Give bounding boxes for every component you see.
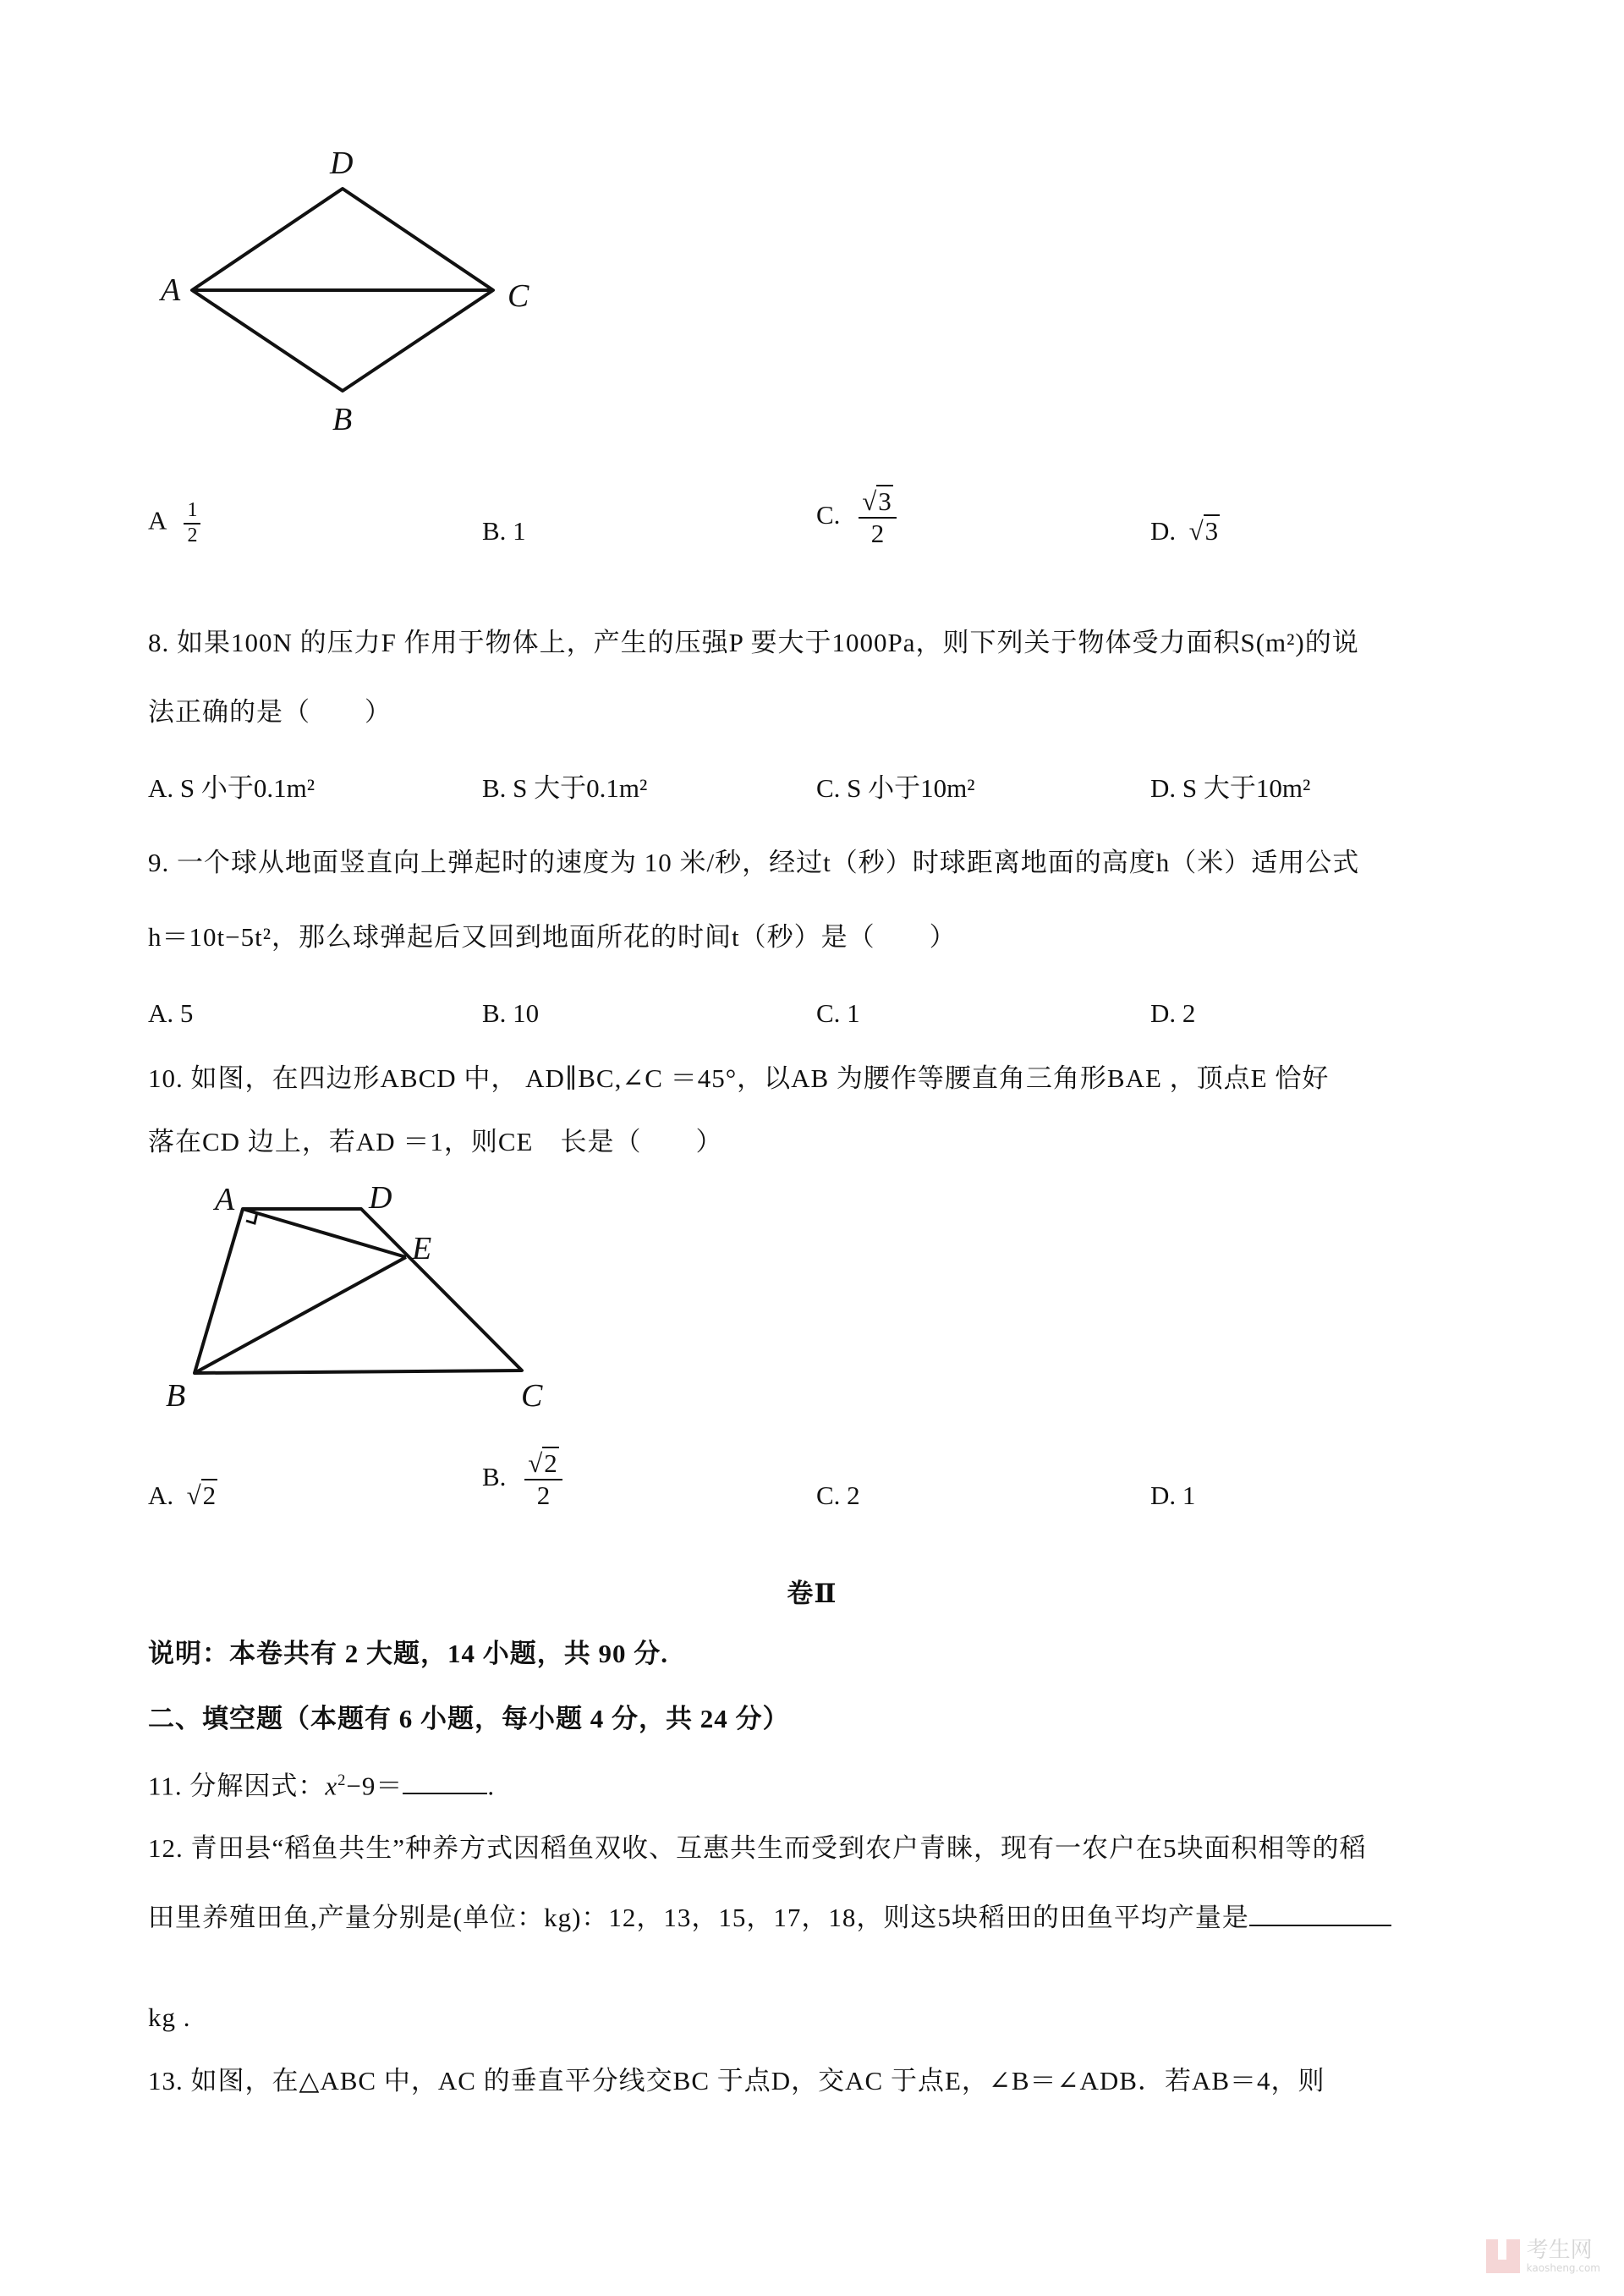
- answer-blank: [403, 1767, 487, 1794]
- watermark: [1486, 2238, 1600, 2274]
- q7-option-b: B. 1: [482, 516, 526, 546]
- q12-line-2: [148, 1899, 1391, 1935]
- label-a: A: [215, 1182, 235, 1217]
- answer-blank: [1249, 1899, 1391, 1926]
- q12-line-1: 12. 青田县“稻鱼共生”种养方式因稻鱼双收、互惠共生而受到农户青睐，现有一农户在5块面积相等的稻: [148, 1833, 1367, 1863]
- q10-option-a: [148, 1479, 217, 1513]
- q11-line: 11. 分解因式：$x^2-9=$ .: [148, 1764, 495, 1803]
- denominator: 2: [536, 1480, 551, 1510]
- q9-option-b: B. 10: [482, 998, 540, 1028]
- q8-option-a: A. S 小于0.1m²: [148, 773, 315, 803]
- q7-option-c: [816, 486, 897, 548]
- fraction: [184, 499, 200, 547]
- q8-option-b: B. S 大于0.1m²: [482, 773, 648, 803]
- section-heading: 二、填空题（本题有 6 小题，每小题 4 分，共 24 分）: [148, 1704, 790, 1733]
- option-letter: D.: [1150, 516, 1177, 546]
- q11-suffix: .: [487, 1771, 496, 1801]
- part-note: 说明：本卷共有 2 大题，14 小题，共 90 分.: [148, 1639, 668, 1668]
- label-b: B: [332, 402, 353, 437]
- label-c: C: [521, 1378, 543, 1414]
- denominator: 2: [870, 518, 885, 548]
- q9-option-c: C. 1: [816, 998, 860, 1028]
- numerator: 1: [184, 499, 200, 525]
- option-letter: B.: [482, 1461, 507, 1491]
- sqrt-expr: √3: [1182, 516, 1219, 546]
- q9-line-1: 9. 一个球从地面竖直向上弹起时的速度为 10 米/秒，经过t（秒）时球距离地面的高度h（米）适用公式: [148, 848, 1360, 877]
- q8-line-1: 8. 如果100N 的压力F 作用于物体上，产生的压强P 要大于1000Pa，则下列关于物体受力面积S(m²)的说: [148, 628, 1359, 657]
- fraction: [524, 1448, 562, 1510]
- q10-option-b: [482, 1448, 562, 1510]
- watermark-cn: 考生网: [1526, 2238, 1593, 2263]
- quadrilateral-figure: [0, 1167, 609, 1438]
- q10-option-d: D. 1: [1150, 1480, 1196, 1510]
- quadrilateral-abcd: [195, 1209, 522, 1373]
- segment-be: [195, 1257, 406, 1373]
- q11-prefix: 11. 分解因式：: [148, 1771, 326, 1801]
- segment-ae: [243, 1209, 406, 1257]
- q8-line-2: 法正确的是（ ）: [148, 697, 392, 727]
- q11-expr: −9＝: [346, 1771, 403, 1801]
- part-title: 卷Ⅱ: [787, 1579, 837, 1608]
- option-letter: A.: [148, 1480, 174, 1510]
- q7-option-d: [1150, 514, 1220, 548]
- label-e: E: [412, 1231, 432, 1266]
- q12-line-3: kg .: [148, 2002, 191, 2032]
- option-letter: A: [148, 505, 166, 536]
- numerator: √2: [524, 1448, 562, 1480]
- var-x: x: [325, 1771, 338, 1801]
- q10-line-1: 10. 如图，在四边形ABCD 中， AD∥BC,∠C ＝45°，以AB 为腰作等腰直角三角形BAE ，顶点E 恰好: [148, 1063, 1330, 1093]
- q10-line-2: 落在CD 边上，若AD ＝1，则CE 长是（ ）: [148, 1127, 723, 1156]
- q9-line-2: h＝10t−5t²，那么球弹起后又回到地面所花的时间t（秒）是（ ）: [148, 922, 957, 952]
- q12-line-2-text: 田里养殖田鱼,产量分别是(单位：kg)：12，13，15，17，18，则这5块稻田的田鱼平均产量是: [148, 1903, 1249, 1932]
- q8-option-d: D. S 大于10m²: [1150, 773, 1311, 803]
- sqrt-expr: √2: [179, 1480, 217, 1510]
- q9-option-d: D. 2: [1150, 998, 1196, 1028]
- q7-option-a: [148, 499, 200, 547]
- denominator: 2: [187, 524, 198, 547]
- label-b: B: [166, 1378, 186, 1414]
- q13-line-1: 13. 如图，在△ABC 中，AC 的垂直平分线交BC 于点D，交AC 于点E，∠B＝∠ADB．若AB＝4，则: [148, 2066, 1325, 2096]
- right-angle-mark: [246, 1212, 257, 1223]
- label-c: C: [508, 278, 529, 314]
- watermark-en: kaosheng.com: [1526, 2262, 1600, 2274]
- rhombus-figure: [0, 0, 677, 474]
- q9-option-a: A. 5: [148, 998, 194, 1028]
- watermark-logo-icon: [1486, 2239, 1520, 2273]
- label-d: D: [330, 146, 354, 181]
- option-letter: C.: [816, 499, 841, 530]
- label-a: A: [161, 272, 181, 308]
- fraction: [859, 486, 897, 548]
- numerator: √3: [859, 486, 897, 519]
- q8-option-c: C. S 小于10m²: [816, 773, 975, 803]
- q10-option-c: C. 2: [816, 1480, 860, 1510]
- label-d: D: [369, 1180, 392, 1216]
